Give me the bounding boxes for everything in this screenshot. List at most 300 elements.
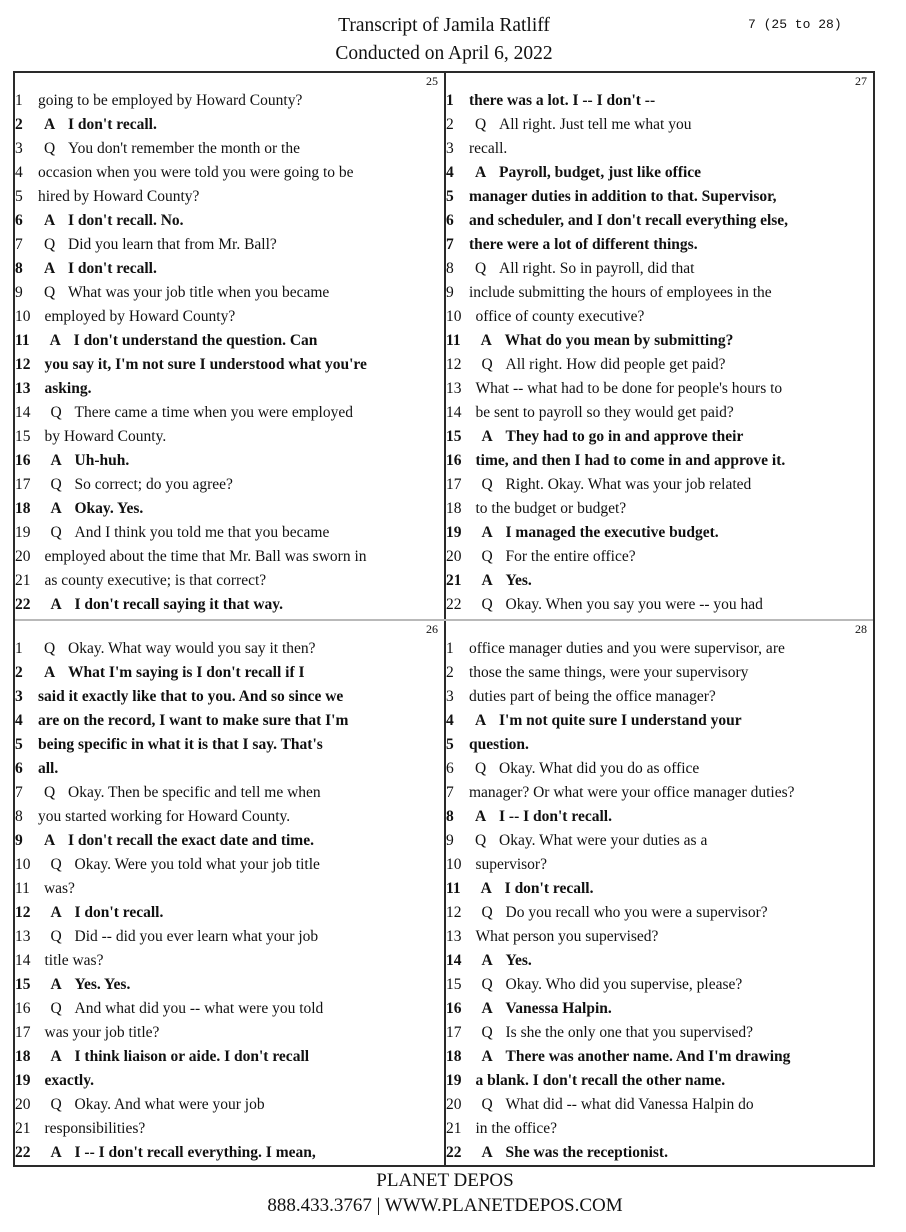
line-text: What -- what had to be done for people's hours to	[475, 380, 783, 397]
transcript-page-26	[15, 621, 444, 1165]
line-text: a blank. I don't recall the other name.	[475, 1072, 726, 1089]
speaker-label: A	[44, 116, 56, 133]
transcript-line	[446, 1117, 873, 1141]
transcript-line	[446, 161, 873, 185]
line-number: 10	[15, 308, 31, 325]
line-text: there was a lot. I -- I don't --	[469, 92, 656, 109]
transcript-line	[446, 1069, 873, 1093]
line-text: responsibilities?	[44, 1120, 146, 1137]
speaker-label: A	[481, 1048, 493, 1065]
page-range: 7 (25 to 28)	[748, 17, 842, 32]
speaker-label: Q	[50, 856, 62, 873]
transcript-line	[15, 973, 444, 997]
line-text: Right. Okay. What was your job related	[505, 476, 752, 493]
transcript-line	[446, 473, 873, 497]
transcript-line	[15, 353, 444, 377]
line-text: Yes.	[505, 952, 532, 969]
line-number: 21	[15, 1120, 31, 1137]
line-text: I managed the executive budget.	[505, 524, 719, 541]
transcript-line	[15, 137, 444, 161]
line-number: 18	[15, 1048, 31, 1065]
transcript-line	[15, 757, 444, 781]
line-text: Is she the only one that you supervised?	[505, 1024, 754, 1041]
line-number: 18	[446, 500, 462, 517]
transcript-line	[15, 521, 444, 545]
line-text: I think liaison or aide. I don't recall	[74, 1048, 310, 1065]
line-text: manager duties in addition to that. Supervisor,	[469, 188, 777, 205]
line-number: 9	[15, 832, 23, 849]
transcript-line	[15, 1021, 444, 1045]
line-text: said it exactly like that to you. And so since we	[38, 688, 344, 705]
speaker-label: Q	[475, 116, 487, 133]
line-number: 17	[15, 476, 31, 493]
line-number: 9	[15, 284, 23, 301]
speaker-label: Q	[481, 1096, 493, 1113]
line-number: 11	[15, 332, 30, 349]
line-number: 19	[446, 1072, 462, 1089]
transcript-line	[15, 257, 444, 281]
speaker-label: A	[481, 952, 493, 969]
speaker-label: Q	[481, 548, 493, 565]
transcript-line	[15, 233, 444, 257]
transcript-line	[446, 1093, 873, 1117]
transcript-line	[446, 281, 873, 305]
transcript-line	[446, 569, 873, 593]
transcript-line	[15, 161, 444, 185]
transcript-line	[446, 1045, 873, 1069]
transcript-line	[15, 1141, 444, 1165]
speaker-label: Q	[44, 640, 56, 657]
transcript-line	[15, 89, 444, 113]
transcript-line	[446, 733, 873, 757]
line-text: title was?	[44, 952, 104, 969]
speaker-label: Q	[475, 260, 487, 277]
line-text: What I'm saying is I don't recall if I	[68, 664, 305, 681]
line-text: I don't recall.	[74, 904, 164, 921]
speaker-label: A	[44, 212, 56, 229]
line-number: 21	[446, 572, 462, 589]
line-number: 16	[15, 1000, 31, 1017]
line-number: 22	[15, 596, 31, 613]
line-text: duties part of being the office manager?	[469, 688, 716, 705]
transcript-line	[446, 661, 873, 685]
line-text: manager? Or what were your office manager duties?	[469, 784, 795, 801]
transcript-line	[446, 329, 873, 353]
line-text: employed by Howard County?	[44, 308, 236, 325]
transcript-line	[15, 113, 444, 137]
speaker-label: Q	[481, 976, 493, 993]
transcript-line	[15, 1045, 444, 1069]
line-number: 8	[15, 260, 23, 277]
speaker-label: A	[50, 976, 62, 993]
line-number: 1	[15, 640, 23, 657]
speaker-label: A	[480, 332, 492, 349]
line-number: 5	[15, 736, 23, 753]
line-text: Okay. What did you do as office	[499, 760, 700, 777]
line-number: 13	[446, 928, 462, 945]
speaker-label: A	[50, 1144, 62, 1161]
line-number: 8	[446, 260, 454, 277]
line-text: Do you recall who you were a supervisor?	[505, 904, 768, 921]
line-number: 22	[446, 596, 462, 613]
transcript-line	[446, 377, 873, 401]
speaker-label: A	[481, 524, 493, 541]
speaker-label: A	[50, 904, 62, 921]
page-number: 27	[855, 74, 867, 88]
line-text: recall.	[469, 140, 508, 157]
transcript-line	[15, 209, 444, 233]
transcript-line	[15, 425, 444, 449]
speaker-label: A	[475, 164, 487, 181]
transcript-line	[15, 305, 444, 329]
line-number: 5	[446, 188, 454, 205]
line-text: I -- I don't recall everything. I mean,	[74, 1144, 316, 1161]
line-number: 20	[15, 1096, 31, 1113]
transcript-line	[15, 829, 444, 853]
line-text: was?	[43, 880, 75, 897]
line-number: 2	[446, 116, 454, 133]
line-text: employed about the time that Mr. Ball was sworn in	[44, 548, 367, 565]
line-number: 7	[15, 784, 23, 801]
line-text: I don't recall.	[68, 116, 157, 133]
speaker-label: Q	[50, 928, 62, 945]
line-text: Okay. What way would you say it then?	[68, 640, 316, 657]
line-number: 15	[446, 428, 462, 445]
line-number: 21	[15, 572, 31, 589]
transcript-line	[15, 593, 444, 617]
transcript-line	[15, 545, 444, 569]
line-number: 8	[446, 808, 454, 825]
speaker-label: Q	[475, 832, 487, 849]
transcript-line	[446, 997, 873, 1021]
line-number: 13	[15, 380, 31, 397]
line-text: to the budget or budget?	[475, 500, 627, 517]
transcript-line	[446, 449, 873, 473]
line-number: 16	[446, 1000, 462, 1017]
line-number: 19	[15, 524, 31, 541]
line-number: 16	[15, 452, 31, 469]
speaker-label: A	[481, 1000, 493, 1017]
transcript-page-27	[446, 73, 873, 619]
transcript-line	[446, 521, 873, 545]
transcript-line	[15, 733, 444, 757]
line-text: What person you supervised?	[475, 928, 659, 945]
line-text: Okay. Who did you supervise, please?	[505, 976, 743, 993]
transcript-frame	[13, 71, 875, 1167]
line-number: 17	[446, 1024, 462, 1041]
line-text: time, and then I had to come in and approve it.	[475, 452, 786, 469]
transcript-page-25	[15, 73, 444, 619]
line-number: 7	[446, 784, 454, 801]
line-text: Okay. Then be specific and tell me when	[68, 784, 321, 801]
line-number: 4	[15, 712, 23, 729]
speaker-label: Q	[481, 476, 493, 493]
line-number: 3	[15, 140, 23, 157]
line-text: So correct; do you agree?	[74, 476, 233, 493]
line-number: 15	[15, 976, 31, 993]
line-text: There was another name. And I'm drawing	[505, 1048, 791, 1065]
line-number: 3	[15, 688, 23, 705]
line-number: 10	[446, 856, 462, 873]
line-text: Did -- did you ever learn what your job	[74, 928, 319, 945]
transcript-line	[446, 401, 873, 425]
deposition-date: Conducted on April 6, 2022	[335, 43, 553, 64]
transcript-line	[446, 545, 873, 569]
line-text: office manager duties and you were supervisor, are	[469, 640, 785, 657]
transcript-line	[15, 925, 444, 949]
line-number: 8	[15, 808, 23, 825]
transcript-line	[446, 901, 873, 925]
line-text: in the office?	[475, 1120, 557, 1137]
line-text: those the same things, were your supervisory	[469, 664, 749, 681]
transcript-line	[15, 473, 444, 497]
line-number: 20	[446, 1096, 462, 1113]
speaker-label: Q	[50, 524, 62, 541]
speaker-label: Q	[50, 476, 62, 493]
page-lines	[15, 89, 444, 617]
line-text: include submitting the hours of employees in the	[469, 284, 772, 301]
line-number: 12	[446, 904, 462, 921]
line-text: all.	[38, 760, 59, 777]
transcript-line	[15, 997, 444, 1021]
line-text: Okay. Were you told what your job title	[74, 856, 320, 873]
transcript-line	[15, 185, 444, 209]
line-number: 18	[446, 1048, 462, 1065]
line-text: you started working for Howard County.	[38, 808, 291, 825]
page-lines	[446, 637, 873, 1165]
line-text: They had to go in and approve their	[505, 428, 744, 445]
line-text: was your job title?	[44, 1024, 160, 1041]
transcript-line	[15, 949, 444, 973]
transcript-line	[446, 1141, 873, 1165]
transcript-page-28	[446, 621, 873, 1165]
speaker-label: Q	[475, 760, 487, 777]
transcript-line	[15, 637, 444, 661]
line-number: 6	[15, 760, 23, 777]
transcript-line	[446, 1021, 873, 1045]
line-text: For the entire office?	[505, 548, 636, 565]
line-number: 22	[15, 1144, 31, 1161]
line-text: office of county executive?	[475, 308, 645, 325]
speaker-label: Q	[481, 356, 493, 373]
line-number: 4	[446, 712, 454, 729]
footer-company: PLANET DEPOS	[376, 1170, 514, 1191]
transcript-line	[15, 1093, 444, 1117]
line-number: 20	[15, 548, 31, 565]
line-text: exactly.	[44, 1072, 94, 1089]
transcript-line	[446, 877, 873, 901]
transcript-line	[446, 185, 873, 209]
transcript-line	[446, 757, 873, 781]
line-number: 19	[446, 524, 462, 541]
line-number: 13	[446, 380, 462, 397]
line-text: You don't remember the month or the	[68, 140, 300, 157]
speaker-label: Q	[481, 904, 493, 921]
transcript-line	[15, 377, 444, 401]
transcript-line	[15, 569, 444, 593]
speaker-label: A	[50, 596, 62, 613]
speaker-label: A	[481, 1144, 493, 1161]
line-number: 2	[15, 116, 23, 133]
transcript-line	[446, 805, 873, 829]
transcript-line	[15, 877, 444, 901]
speaker-label: Q	[50, 1096, 62, 1113]
line-number: 17	[446, 476, 462, 493]
line-text: be sent to payroll so they would get paid?	[475, 404, 734, 421]
line-number: 19	[15, 1072, 31, 1089]
transcript-line	[446, 829, 873, 853]
transcript-line	[446, 233, 873, 257]
speaker-label: A	[481, 428, 493, 445]
line-number: 6	[15, 212, 23, 229]
speaker-label: A	[44, 664, 56, 681]
transcript-header	[0, 14, 906, 70]
line-number: 3	[446, 688, 454, 705]
line-text: Yes. Yes.	[74, 976, 131, 993]
transcript-line	[446, 353, 873, 377]
line-number: 17	[15, 1024, 31, 1041]
transcript-line	[15, 685, 444, 709]
speaker-label: A	[44, 260, 56, 277]
line-text: Yes.	[505, 572, 532, 589]
line-text: All right. So in payroll, did that	[499, 260, 695, 277]
line-text: Okay. When you say you were -- you had	[505, 596, 763, 613]
line-number: 14	[446, 952, 462, 969]
speaker-label: A	[49, 332, 61, 349]
speaker-label: Q	[50, 1000, 62, 1017]
transcript-line	[15, 401, 444, 425]
speaker-label: Q	[481, 596, 493, 613]
transcript-line	[446, 925, 873, 949]
line-text: I don't recall.	[504, 880, 594, 897]
transcript-line	[15, 1117, 444, 1141]
line-number: 13	[15, 928, 31, 945]
speaker-label: Q	[44, 284, 56, 301]
line-number: 7	[446, 236, 454, 253]
line-number: 14	[15, 952, 31, 969]
line-text: I don't recall the exact date and time.	[68, 832, 314, 849]
speaker-label: A	[481, 572, 493, 589]
transcript-line	[446, 89, 873, 113]
footer-contact: 888.433.3767 | WWW.PLANETDEPOS.COM	[267, 1195, 623, 1216]
line-text: and scheduler, and I don't recall everything else,	[469, 212, 789, 229]
line-text: as county executive; is that correct?	[44, 572, 267, 589]
line-text: I don't recall. No.	[68, 212, 184, 229]
line-text: are on the record, I want to make sure that I'm	[38, 712, 349, 729]
speaker-label: Q	[44, 236, 56, 253]
page-number: 28	[855, 622, 867, 636]
line-text: I don't recall saying it that way.	[74, 596, 284, 613]
line-number: 9	[446, 832, 454, 849]
line-text: I don't recall.	[68, 260, 157, 277]
transcript-line	[15, 853, 444, 877]
transcript-line	[446, 425, 873, 449]
line-number: 11	[446, 880, 461, 897]
line-text: And what did you -- what were you told	[74, 1000, 324, 1017]
speaker-label: Q	[44, 140, 56, 157]
page-number: 26	[426, 622, 438, 636]
line-text: I don't understand the question. Can	[73, 332, 318, 349]
line-text: Okay. What were your duties as a	[499, 832, 708, 849]
line-number: 2	[446, 664, 454, 681]
line-text: question.	[469, 736, 529, 753]
transcript-line	[446, 137, 873, 161]
line-number: 11	[446, 332, 461, 349]
transcript-line	[15, 1069, 444, 1093]
line-number: 1	[446, 640, 454, 657]
line-number: 12	[446, 356, 462, 373]
transcript-line	[446, 949, 873, 973]
line-text: All right. How did people get paid?	[505, 356, 726, 373]
line-number: 7	[15, 236, 23, 253]
line-number: 5	[446, 736, 454, 753]
line-text: Did you learn that from Mr. Ball?	[68, 236, 277, 253]
transcript-line	[15, 449, 444, 473]
line-text: She was the receptionist.	[505, 1144, 668, 1161]
speaker-label: A	[50, 1048, 62, 1065]
line-number: 22	[446, 1144, 462, 1161]
line-number: 14	[15, 404, 31, 421]
line-number: 6	[446, 212, 454, 229]
line-number: 12	[15, 356, 31, 373]
line-text: occasion when you were told you were going to be	[38, 164, 354, 181]
line-number: 4	[15, 164, 23, 181]
transcript-line	[15, 805, 444, 829]
transcript-line	[446, 209, 873, 233]
speaker-label: A	[44, 832, 56, 849]
line-number: 9	[446, 284, 454, 301]
line-number: 18	[15, 500, 31, 517]
line-number: 2	[15, 664, 23, 681]
line-text: All right. Just tell me what you	[499, 116, 692, 133]
speaker-label: Q	[44, 784, 56, 801]
transcript-line	[15, 329, 444, 353]
transcript-line	[15, 901, 444, 925]
page-lines	[15, 637, 444, 1165]
line-text: Okay. Yes.	[74, 500, 144, 517]
line-number: 6	[446, 760, 454, 777]
page-number: 25	[426, 74, 438, 88]
line-number: 3	[446, 140, 454, 157]
transcript-line	[446, 853, 873, 877]
transcript-line	[446, 305, 873, 329]
speaker-label: A	[475, 712, 487, 729]
transcript-line	[15, 281, 444, 305]
transcript-line	[15, 661, 444, 685]
line-number: 10	[15, 856, 31, 873]
line-number: 10	[446, 308, 462, 325]
transcript-line	[15, 497, 444, 521]
line-number: 12	[15, 904, 31, 921]
line-text: Vanessa Halpin.	[505, 1000, 612, 1017]
line-number: 16	[446, 452, 462, 469]
transcript-line	[15, 781, 444, 805]
line-text: hired by Howard County?	[38, 188, 200, 205]
line-number: 1	[446, 92, 454, 109]
line-text: by Howard County.	[44, 428, 167, 445]
line-text: What was your job title when you became	[68, 284, 330, 301]
line-text: What do you mean by submitting?	[504, 332, 734, 349]
line-text: What did -- what did Vanessa Halpin do	[505, 1096, 754, 1113]
line-number: 20	[446, 548, 462, 565]
transcript-line	[446, 257, 873, 281]
line-number: 5	[15, 188, 23, 205]
line-text: asking.	[44, 380, 92, 397]
line-text: Okay. And what were your job	[74, 1096, 265, 1113]
line-text: supervisor?	[475, 856, 547, 873]
speaker-label: Q	[481, 1024, 493, 1041]
transcript-line	[446, 685, 873, 709]
